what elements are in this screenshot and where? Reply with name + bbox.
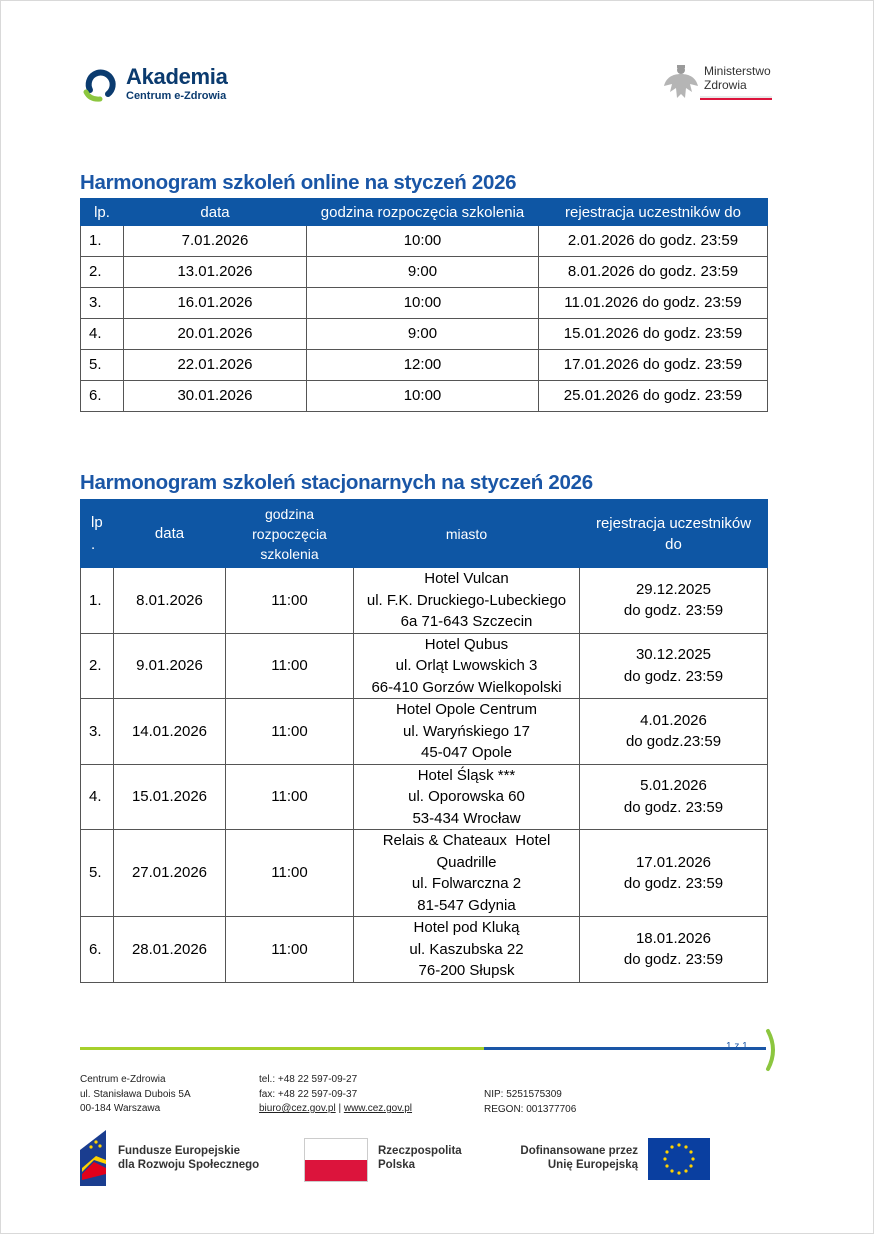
footer-contact [259,1073,412,1117]
cell-time: 11:00 [226,830,354,917]
cell-date: 15.01.2026 [114,764,226,830]
ministry-flag-stripe [700,96,772,100]
cell-date: 20.01.2026 [124,319,307,350]
cell-time: 10:00 [307,381,539,412]
fe-line-2: dla Rozwoju Społecznego [118,1159,260,1171]
cell-time: 11:00 [226,568,354,634]
table-row [81,226,768,257]
footer-street: ul. Stanisława Dubois 5A [80,1088,191,1100]
stationary-schedule-table [80,499,768,983]
cell-time: 10:00 [307,288,539,319]
cell-time: 11:00 [226,764,354,830]
rp-line-1: Rzeczpospolita [378,1145,462,1157]
cell-time: 12:00 [307,350,539,381]
fe-line-1: Fundusze Europejskie [118,1145,241,1157]
cell-time: 11:00 [226,917,354,983]
cell-venue: Hotel Śląsk *** ul. Oporowska 60 53-434 Wrocław [354,764,580,830]
cell-venue: Hotel Vulcan ul. F.K. Druckiego-Lubeckiego 6a 71-643 Szczecin [354,568,580,634]
cell-registration: 18.01.2026 do godz. 23:59 [580,917,768,983]
cell-date: 30.01.2026 [124,381,307,412]
col-godzina: godzina rozpoczęcia szkolenia [226,500,354,568]
cell-lp: 4. [81,764,114,830]
footer-rule-green [80,1047,484,1050]
cell-time: 9:00 [307,257,539,288]
cell-date: 13.01.2026 [124,257,307,288]
cell-lp: 1. [81,226,124,257]
footer-city: 00-184 Warszawa [80,1103,161,1114]
table-header-row [81,199,768,226]
cell-date: 16.01.2026 [124,288,307,319]
col-lp: lp . [81,500,114,568]
col-lp: lp. [81,199,124,226]
page-number: 1 z 1 [726,1041,748,1052]
eu-line-1: Dofinansowane przez [520,1145,638,1157]
fe-logo-icon [80,1130,110,1186]
footer-ids [484,1088,576,1117]
stationary-schedule-title: Harmonogram szkoleń stacjonarnych na styczeń 2026 [80,471,593,494]
cell-date: 27.01.2026 [114,830,226,917]
col-rejestracja: rejestracja uczestników do [539,199,768,226]
cell-registration: 8.01.2026 do godz. 23:59 [539,257,768,288]
cell-lp: 5. [81,350,124,381]
cell-date: 7.01.2026 [124,226,307,257]
footer-website-link[interactable]: www.cez.gov.pl [343,1103,413,1114]
cell-time: 9:00 [307,319,539,350]
cell-lp: 1. [81,568,114,634]
cell-registration: 29.12.2025 do godz. 23:59 [580,568,768,634]
cell-date: 22.01.2026 [124,350,307,381]
table-row [81,699,768,765]
table-row [81,257,768,288]
online-schedule-table [80,198,768,412]
table-row [81,917,768,983]
table-row [81,568,768,634]
col-data: data [124,199,307,226]
table-row [81,830,768,917]
akademia-logo-icon [82,66,118,102]
footer-separator: | [338,1103,342,1114]
logo-subtitle: Centrum e-Zdrowia [126,90,227,102]
cell-lp: 2. [81,257,124,288]
eu-flag-icon [648,1138,710,1180]
cell-registration: 4.01.2026 do godz.23:59 [580,699,768,765]
cell-venue: Relais & Chateaux Hotel Quadrille ul. Folwarczna 2 81-547 Gdynia [354,830,580,917]
cell-registration: 30.12.2025 do godz. 23:59 [580,633,768,699]
footer-nip: NIP: 5251575309 [484,1089,562,1100]
ministry-logo [662,64,772,104]
table-row [81,350,768,381]
footer-email-link[interactable]: biuro@cez.gov.pl [259,1103,336,1114]
rzeczpospolita-logo [304,1138,462,1182]
cell-registration: 17.01.2026 do godz. 23:59 [580,830,768,917]
col-miasto: miasto [354,500,580,568]
cell-date: 8.01.2026 [114,568,226,634]
cell-lp: 5. [81,830,114,917]
eu-line-2: Unię Europejską [547,1159,638,1171]
ministry-line-2: Zdrowia [704,78,747,92]
cell-lp: 3. [81,288,124,319]
table-row [81,633,768,699]
cell-venue: Hotel pod Kluką ul. Kaszubska 22 76-200 Słupsk [354,917,580,983]
bracket-icon [765,1028,779,1072]
cell-registration: 5.01.2026 do godz. 23:59 [580,764,768,830]
cell-date: 28.01.2026 [114,917,226,983]
cell-registration: 25.01.2026 do godz. 23:59 [539,381,768,412]
footer-address [80,1073,191,1117]
cell-time: 11:00 [226,699,354,765]
cell-registration: 15.01.2026 do godz. 23:59 [539,319,768,350]
footer-tel: tel.: +48 22 597-09-27 [259,1074,358,1085]
cell-time: 10:00 [307,226,539,257]
col-data: data [114,500,226,568]
col-godzina: godzina rozpoczęcia szkolenia [307,199,539,226]
fundusze-europejskie-logo [80,1130,259,1186]
eagle-emblem-icon [662,64,700,104]
table-row [81,381,768,412]
cell-registration: 17.01.2026 do godz. 23:59 [539,350,768,381]
eu-funding-logo [500,1138,710,1180]
cell-lp: 3. [81,699,114,765]
cell-venue: Hotel Opole Centrum ul. Waryńskiego 17 45-047 Opole [354,699,580,765]
polish-flag-icon [304,1138,368,1182]
cell-time: 11:00 [226,633,354,699]
cell-registration: 11.01.2026 do godz. 23:59 [539,288,768,319]
cell-lp: 6. [81,917,114,983]
footer-org: Centrum e-Zdrowia [80,1074,166,1085]
ministry-line-1: Ministerstwo [704,64,771,78]
cell-date: 9.01.2026 [114,633,226,699]
footer-fax: fax: +48 22 597-09-37 [259,1088,358,1100]
table-row [81,764,768,830]
cell-lp: 6. [81,381,124,412]
akademia-logo [82,64,228,104]
online-schedule-title: Harmonogram szkoleń online na styczeń 2026 [80,171,517,194]
cell-registration: 2.01.2026 do godz. 23:59 [539,226,768,257]
cell-lp: 2. [81,633,114,699]
logo-title: Akademia [126,64,228,89]
rp-line-2: Polska [378,1159,416,1171]
cell-venue: Hotel Qubus ul. Orląt Lwowskich 3 66-410 Gorzów Wielkopolski [354,633,580,699]
footer-regon: REGON: 001377706 [484,1103,577,1115]
table-row [81,319,768,350]
table-header-row [81,500,768,568]
table-row [81,288,768,319]
col-rejestracja: rejestracja uczestników do [580,500,768,568]
cell-lp: 4. [81,319,124,350]
footer-rule-blue [484,1047,766,1050]
cell-date: 14.01.2026 [114,699,226,765]
